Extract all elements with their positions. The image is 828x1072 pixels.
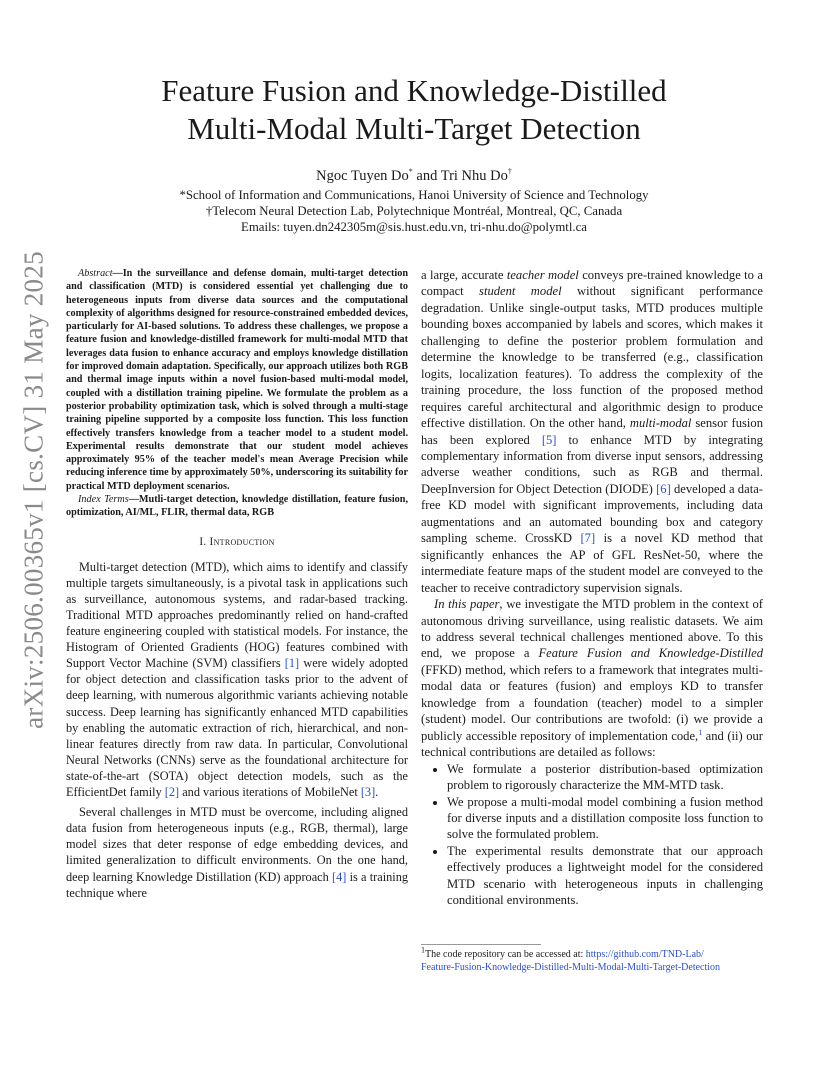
footnote-text: The code repository can be accessed at:	[425, 949, 586, 960]
contribution-list	[421, 761, 763, 909]
footnote	[421, 944, 763, 974]
title-line-2: Multi-Modal Multi-Target Detection	[187, 111, 641, 146]
emphasis: teacher model	[506, 268, 579, 282]
index-terms-label: Index Terms	[78, 494, 129, 506]
emphasis: multi-modal	[629, 416, 692, 431]
text-run: Multi-target detection (MTD), which aims to identify and classify multiple targets simultaneously, is a pivotal task in applications such as surveillance, autonomous systems, and radar-based tracking. Traditional MTD approaches predominantly relied on hand-crafted feature engineering coupled with statistical models. For instance, the Histogram of Oriented Gradients (HOG) features combined with Support Vector Machine (SVM) classifiers	[66, 559, 408, 671]
author-name: Tri Nhu Do	[440, 168, 508, 184]
author-name: Ngoc Tuyen Do	[316, 168, 409, 184]
text-run: (FFKD) method, which refers to a framework that integrates multi-modal data or features (fusion) and employs KD to transfer knowledge from a foundation (teacher) model to a simpler (student) model. Our contributions are twofold: (i) we provide a publicly accessible repository of implementation code,	[421, 662, 763, 743]
text-run: conveys pre-trained knowledge to a compact	[421, 268, 763, 299]
left-column	[66, 267, 408, 901]
title-line-1: Feature Fusion and Knowledge-Distilled	[161, 73, 667, 108]
intro-paragraph	[66, 804, 408, 901]
text-run: Several challenges in MTD must be overcome, including aligned data fusion from heterogeneous inputs (e.g., RGB, thermal), large model sizes that deter response of edge embedding devices, and limited generalization to difficult environments. On the one hand, deep learning Knowledge Distillation (KD) approach	[66, 805, 408, 884]
repository-link[interactable]: https://github.com/TND-Lab/	[585, 949, 704, 960]
text-run: is a training technique where	[66, 869, 408, 900]
text-run: a large, accurate	[421, 268, 507, 282]
text-run: developed a data-free KD model with significant improvements, including data augmentations and an automated bounding box and category sampling scheme. CrossKD	[421, 481, 763, 546]
index-terms-text: —Mutli-target detection, knowledge distillation, feature fusion, optimization, AI/ML, FLIR, thermal data, RGB	[66, 494, 408, 519]
citation-link[interactable]: [3]	[360, 785, 376, 800]
text-run: is a novel KD method that significantly enhances the AP of GFL ResNet-50, where the intermediate feature maps of the student model are conveyed to the teacher to receive contradictory supervision signals.	[421, 531, 763, 595]
text-run: and (ii) our technical contributions are detailed as follows:	[421, 728, 763, 760]
citation-link[interactable]: [1]	[284, 656, 300, 671]
intro-paragraph	[421, 596, 763, 761]
section-heading: I. Introduction	[199, 535, 275, 548]
affiliation-line: *School of Information and Communications, Hanoi University of Science and Technology	[179, 188, 649, 202]
affiliation-line: †Telecom Neural Detection Lab, Polytechnique Montréal, Montreal, QC, Canada	[205, 204, 623, 218]
list-item: • The experimental results demonstrate that our approach effectively produces a lightweight model for the considered MTD scenario with heterogeneous inputs in challenging conditional environments.	[447, 843, 763, 909]
author-separator: and	[412, 168, 441, 184]
footnote-rule	[421, 944, 541, 945]
arxiv-identifier-text: arXiv:2506.00365v1 [cs.CV] 31 May 2025	[18, 251, 49, 729]
intro-paragraph	[66, 559, 408, 800]
text-run: without significant performance degradation. Unlike single-output tasks, MTD produces multiple bounding boxes accompanied by labels and scores, which makes it challenging to define the posterior problem formulation and determine the knowledge to be transferred (e.g., classification logits, localization features). To address the complexity of the training procedure, the loss function of the proposed method requires careful architectural and algorithmic design to produce effective distillation. On the other hand,	[421, 284, 764, 431]
text-run: to enhance MTD by integrating complementary information from diverse input sensors, addressing adverse weather conditions, such as RGB and thermal. DeepInversion for Object Detection (DIODE)	[421, 432, 763, 496]
email-line: Emails: tuyen.dn242305m@sis.hust.edu.vn, tri-nhu.do@polymtl.ca	[241, 220, 587, 234]
abstract	[66, 267, 408, 493]
text-run: , we investigate the MTD problem in the context of autonomous driving surveillance, using realistic datasets. We aim to address several technical challenges mentioned above. To this end, we propose a	[421, 597, 763, 661]
citation-link[interactable]: [2]	[164, 785, 180, 800]
text-run: and various iterations of MobileNet	[179, 785, 361, 800]
index-terms	[66, 493, 408, 520]
text-run: .	[375, 785, 379, 800]
citation-link[interactable]: [4]	[332, 869, 347, 884]
list-item: • We formulate a posterior distribution-based optimization problem to rigorously characterize the MM-MTD task.	[447, 761, 763, 794]
abstract-label: Abstract	[78, 268, 113, 279]
abstract-text: —In the surveillance and defense domain, multi-target detection and classification (MTD) is considered essential yet challenging due to heterogeneous inputs from diverse data sources and the computational complexity of algorithms designed for resource-constrained embedded devices, particularly for AI-based solutions. To address these challenges, we propose a feature fusion and knowledge-distilled framework for multi-modal MTD that leverages data fusion to enhance accuracy and employs knowledge distillation for improved domain adaptation. Specifically, our approach utilizes both RGB and thermal image inputs within a novel fusion-based multi-modal model, coupled with a distillation training pipeline. We formulate the problem as a posterior probability optimization task, which is solved through a multi-stage training pipeline supported by a composite loss function. This loss function effectively transfers knowledge from a teacher model to a student model. Experimental results demonstrate that our student model achieves approximately 95% of the teacher model's mean Average Precision while reducing inference time by approximately 50%, underscoring its suitability for practical MTD deployment scenarios.	[66, 268, 408, 492]
author-mark: *	[408, 167, 413, 177]
author-mark: †	[507, 167, 512, 177]
paper-title	[100, 72, 728, 148]
citation-link[interactable]: [5]	[541, 432, 557, 447]
footnote-number: 1	[421, 945, 425, 955]
author-list	[100, 168, 728, 185]
repository-link[interactable]: Feature-Fusion-Knowledge-Distilled-Multi-Modal-Multi-Target-Detection	[421, 962, 721, 973]
arxiv-identifier	[14, 251, 54, 729]
text-run: were widely adopted for object detection and classification tasks prior to the advent of deep learning, with numerous algorithmic variants achieving notable success. Deep learning has significantly enhanced MTD capabilities by enabling the automatic extraction of rich, hierarchical, and non-linear features directly from raw data. In particular, Convolutional Neural Networks (CNNs) serve as the foundational architecture for state-of-the-art (SOTA) object detection models, such as the EfficientDet family	[66, 656, 408, 800]
intro-paragraph	[421, 267, 763, 596]
list-item: • We propose a multi-modal model combining a fusion method for diverse inputs and a distillation composite loss function to solve the formulated problem.	[447, 794, 763, 843]
emphasis: In this paper	[434, 597, 500, 612]
emphasis: Feature Fusion and Knowledge-Distilled	[538, 646, 763, 661]
right-column	[421, 267, 763, 909]
footnote-marker[interactable]: 1	[698, 727, 703, 737]
text-run: sensor fusion has been explored	[421, 416, 763, 447]
citation-link[interactable]: [7]	[580, 531, 596, 546]
emphasis: student model	[479, 284, 562, 299]
citation-link[interactable]: [6]	[656, 481, 671, 496]
